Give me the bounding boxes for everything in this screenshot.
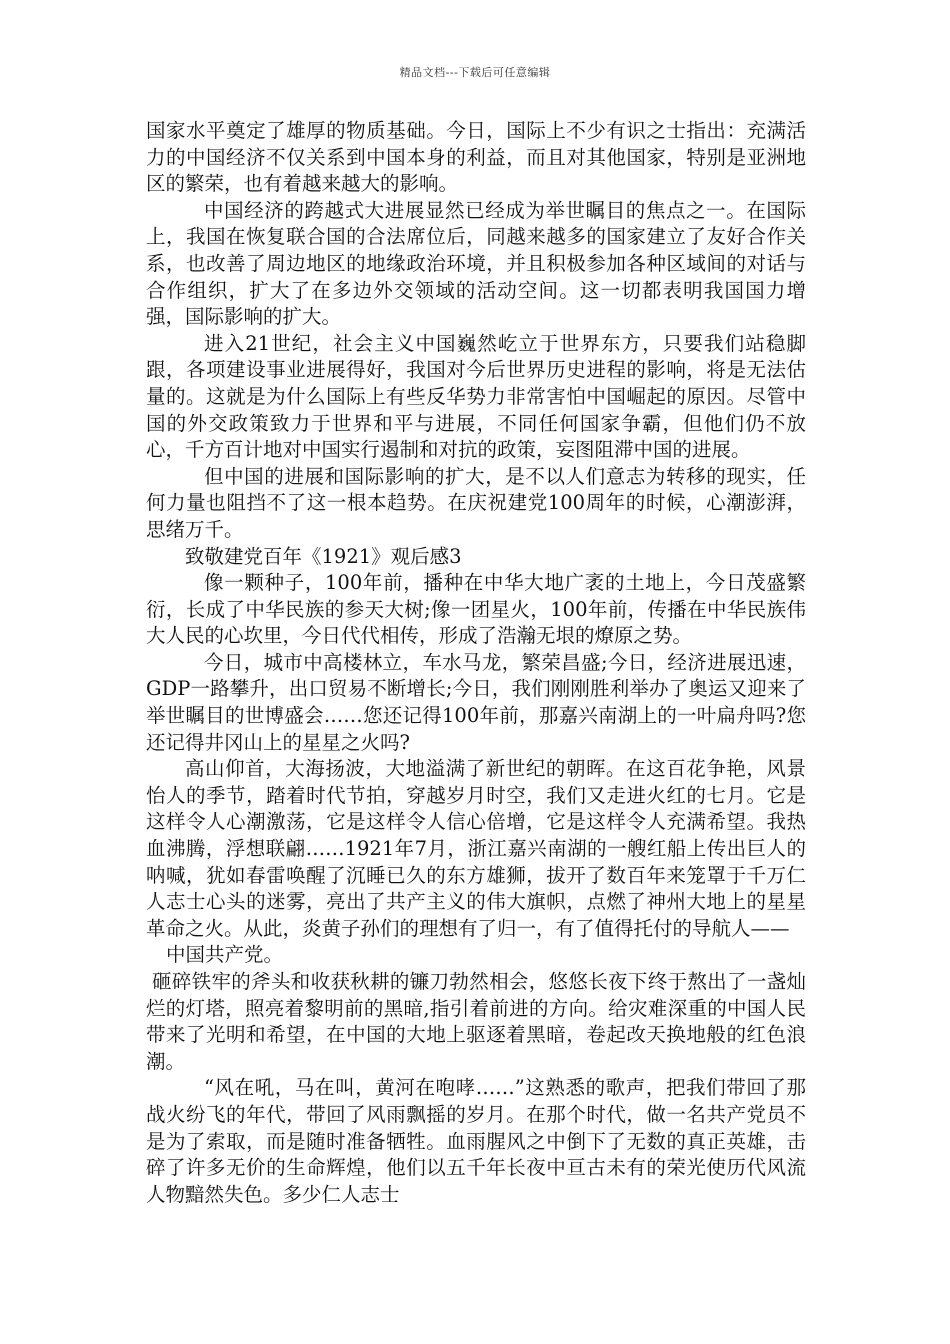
paragraph: 中国共产党。 <box>166 943 284 967</box>
paragraph: “风在吼，马在叫，黄河在咆哮……”这熟悉的歌声，把我们带回了那战火纷飞的年代，带回了风雨飘摇的岁月。在那个时代，做一名共产党员不是为了索取，而是随时准备牺牲。血雨腥风之中倒下了无数的真正英雄，击碎了许多无价的生命辉煌，他们以五千年长夜中亘古未有的荣光使历代风流人物黯然失色。多少仁人志士 <box>146 1076 806 1206</box>
page-header: 精品文档---下载后可任意编辑 <box>399 66 551 79</box>
paragraph: 但中国的进展和国际影响的扩大，是不以人们意志为转移的现实，任何力量也阻挡不了这一根本趋势。在庆祝建党100周年的时候，心潮澎湃，思绪万千。 <box>146 464 806 541</box>
paragraph: 砸碎铁牢的斧头和收获秋耕的镰刀勃然相会，悠悠长夜下终于熬出了一盏灿烂的灯塔，照亮着黎明前的黑暗,指引着前进的方向。给灾难深重的中国人民带来了光明和希望，在中国的大地上驱逐着黑暗，卷起改天换地般的红色浪潮。 <box>146 970 806 1073</box>
paragraph: 像一颗种子，100年前，播种在中华大地广袤的土地上，今日茂盛繁衍，长成了中华民族的参天大树;像一团星火，100年前，传播在中华民族伟大人民的心坎里，今日代代相传，形成了浩瀚无垠的燎原之势。 <box>146 571 806 648</box>
section-title: 致敬建党百年《1921》观后感3 <box>185 544 462 568</box>
paragraph: 今日，城市中高楼林立，车水马龙，繁荣昌盛;今日，经济进展迅速，GDP一路攀升，出口贸易不断增长;今日，我们刚刚胜利举办了奥运又迎来了举世瞩目的世博盛会……您还记得100年前，那嘉兴南湖上的一叶扁舟吗?您还记得井冈山上的星星之火吗? <box>146 650 806 754</box>
paragraph: 进入21世纪，社会主义中国巍然屹立于世界东方，只要我们站稳脚跟，各项建设事业进展得好，我国对今后世界历史进程的影响，将是无法估量的。这就是为什么国际上有些反华势力非常害怕中国崛起的原因。尽管中国的外交政策致力于世界和平与进展，不同任何国家争霸，但他们仍不放心，千方百计地对中国实行遏制和对抗的政策，妄图阻滞中国的进展。 <box>146 331 806 462</box>
paragraph: 国家水平奠定了雄厚的物质基础。今日，国际上不少有识之士指出：充满活力的中国经济不仅关系到中国本身的利益，而且对其他国家，特别是亚洲地区的繁荣，也有着越来越大的影响。 <box>146 119 806 196</box>
paragraph: 中国经济的跨越式大进展显然已经成为举世瞩目的焦点之一。在国际上，我国在恢复联合国的合法席位后，同越来越多的国家建立了友好合作关系，也改善了周边地区的地缘政治环境，并且积极参加各种区域间的对话与合作组织，扩大了在多边外交领域的活动空间。这一切都表明我国国力增强，国际影响的扩大。 <box>146 198 806 329</box>
paragraph: 高山仰首，大海扬波，大地溢满了新世纪的朝晖。在这百花争艳，风景怡人的季节，踏着时代节拍，穿越岁月时空，我们又走进火红的七月。它是这样令人心潮激荡，它是这样令人信心倍增，它是这样令人充满希望。我热血沸腾，浮想联翩……1921年7月，浙江嘉兴南湖的一艘红船上传出巨人的呐喊，犹如春雷唤醒了沉睡已久的东方雄狮，拔开了数百年来笼罩于千万仁人志士心头的迷雾，亮出了共产主义的伟大旗帜，点燃了神州大地上的星星革命之火。从此，炎黄子孙们的理想有了归一，有了值得托付的导航人—— <box>146 757 806 940</box>
document-body <box>146 118 806 1208</box>
